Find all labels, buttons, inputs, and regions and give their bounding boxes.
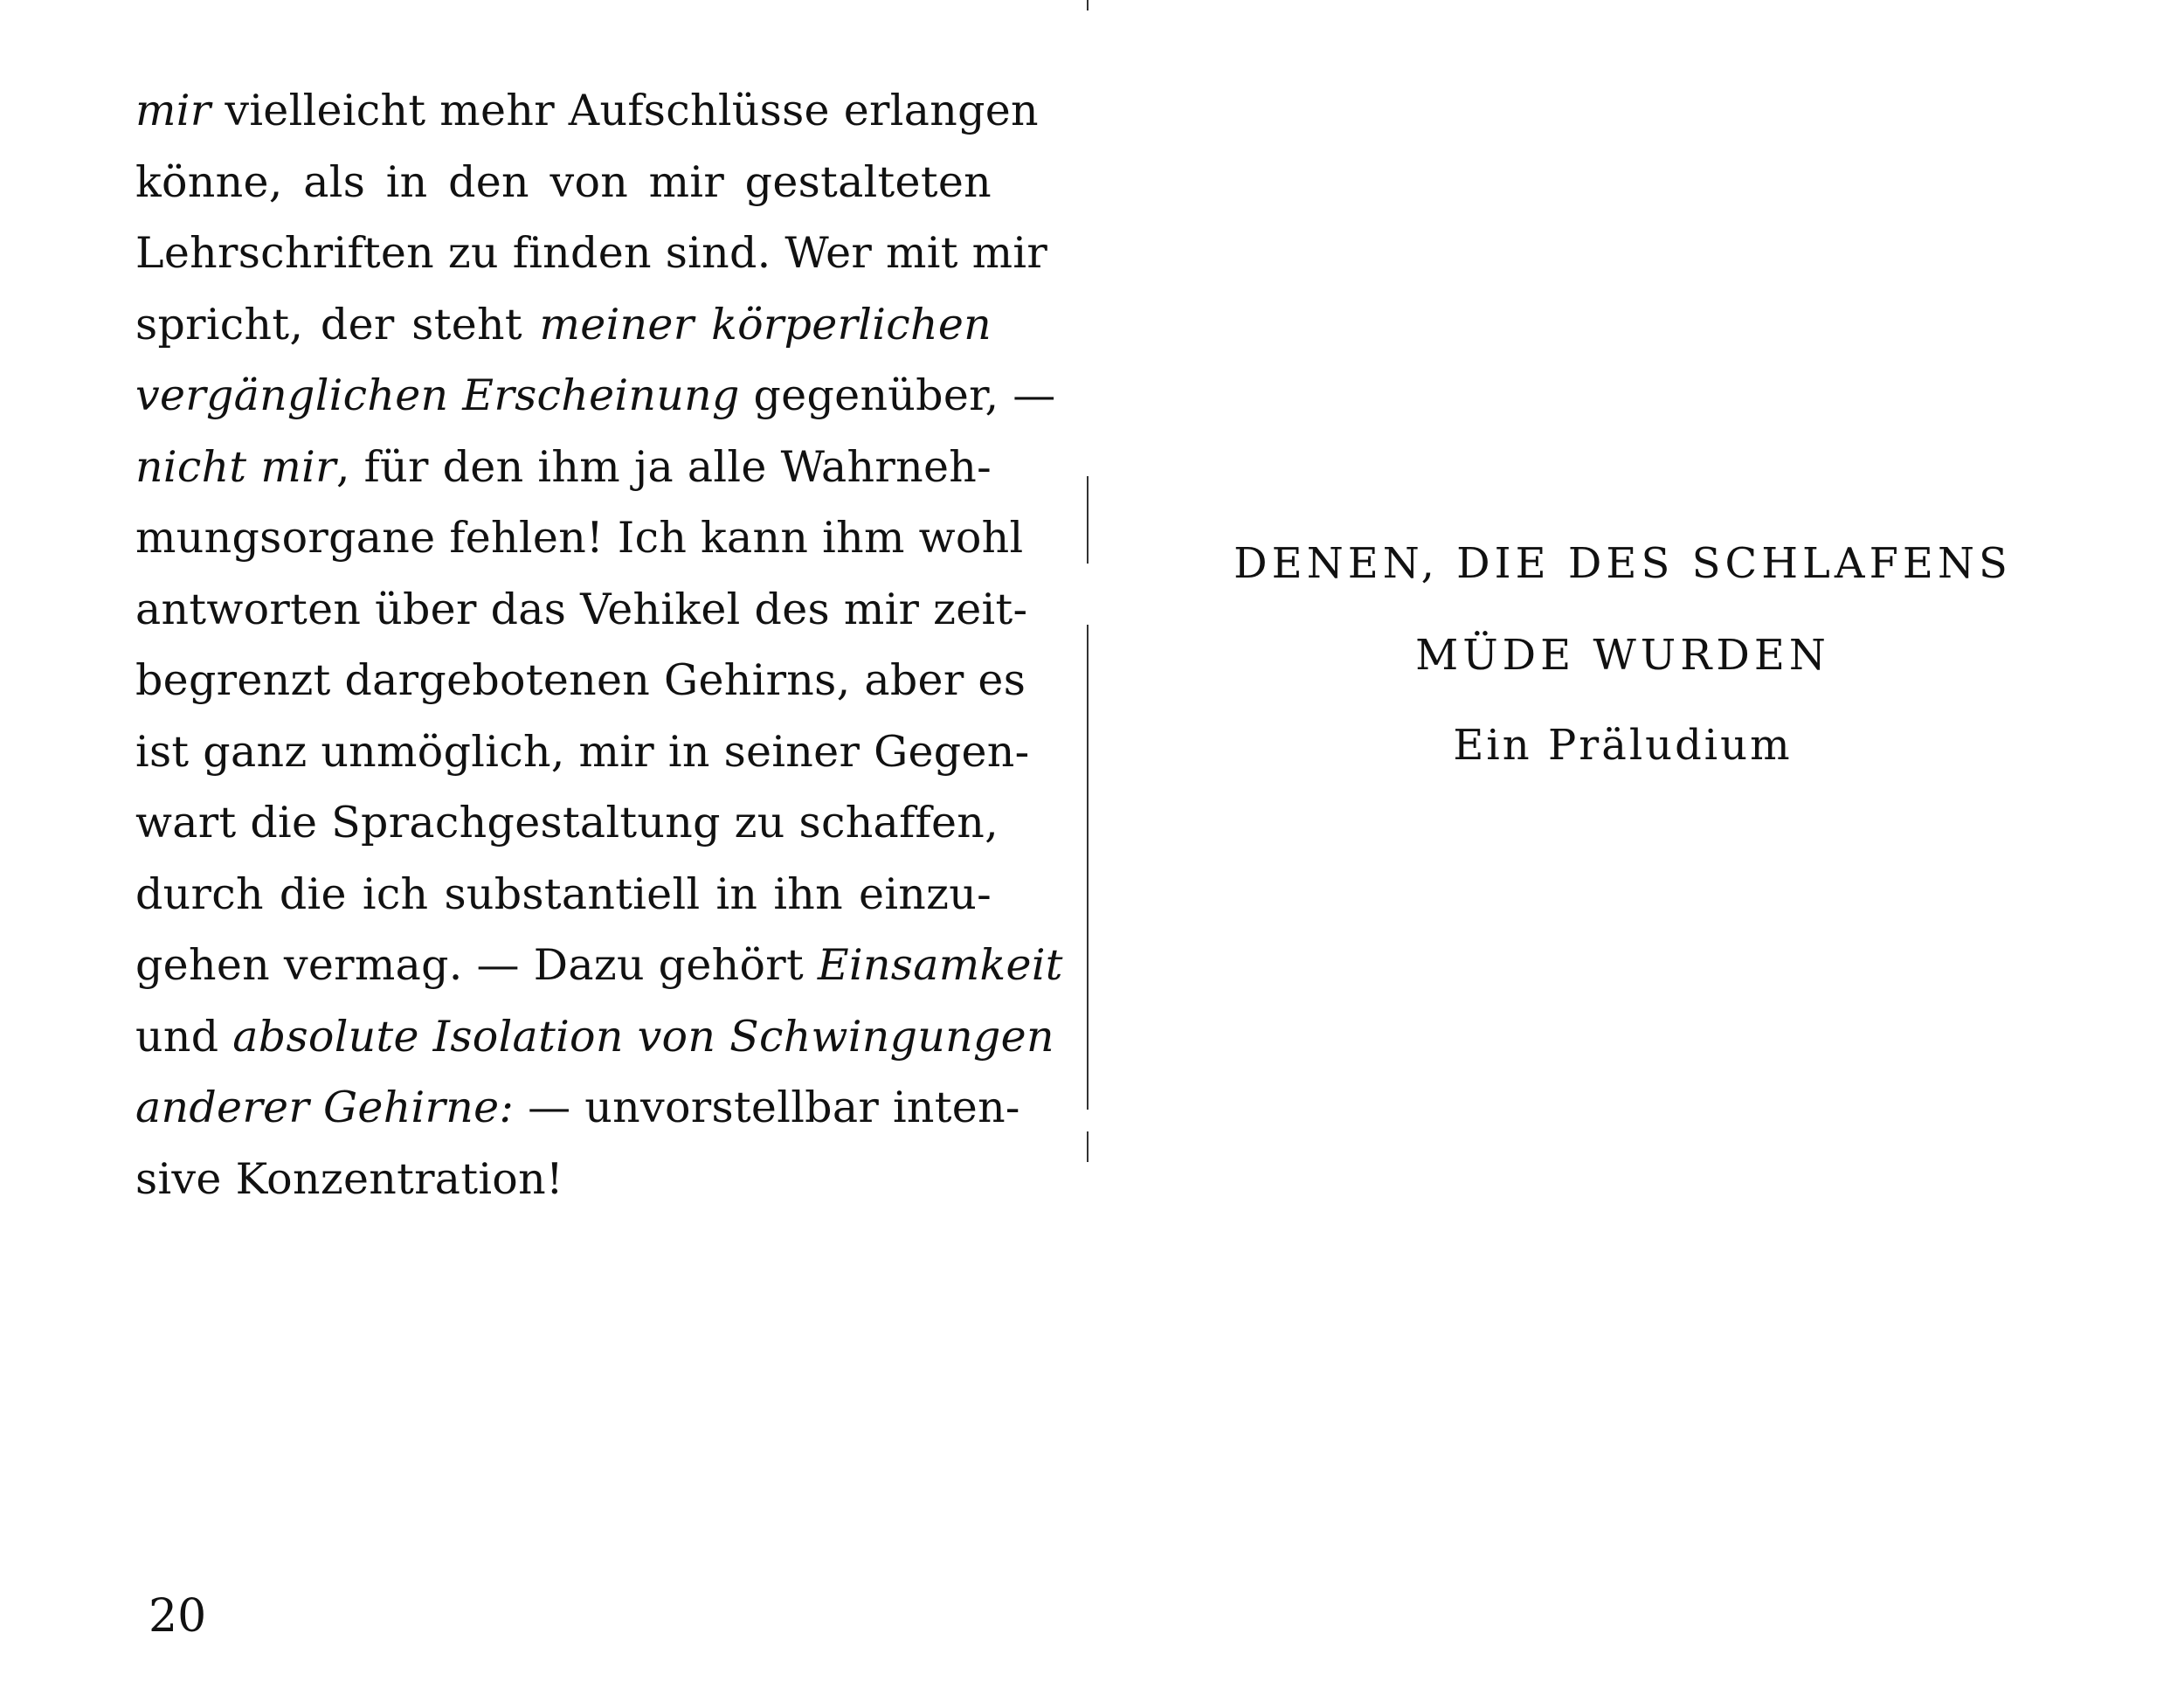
text-line <box>135 502 1024 574</box>
roman-text: wart die Sprachgestaltung zu schaffen, <box>135 798 999 848</box>
roman-text: durch die ich substantiell in ihn einzu- <box>135 868 992 919</box>
text-line <box>135 716 1030 788</box>
right-page <box>1096 0 2184 1695</box>
italic-text: Einsamkeit <box>817 940 1063 990</box>
text-line <box>135 1144 992 1215</box>
text-line <box>135 360 1056 432</box>
subtitle: Ein Präludium <box>1453 721 1793 770</box>
italic-text: nicht mir <box>135 441 336 492</box>
roman-text: Lehrschriften zu finden sind. Wer mit mir <box>135 228 1048 278</box>
text-line <box>135 1072 1020 1144</box>
roman-text: , für den ihm ja alle Wahrneh- <box>335 441 992 492</box>
text-line <box>135 859 992 931</box>
roman-text: könne, als in den von mir gestalteten <box>135 156 992 207</box>
text-line <box>135 930 1063 1001</box>
gutter-segment <box>1087 0 1089 10</box>
roman-text: — unvorstellbar inten- <box>514 1083 1020 1132</box>
text-line <box>135 218 1048 289</box>
roman-text: gegenüber, — <box>739 370 1056 420</box>
text-line <box>135 75 1039 147</box>
text-line <box>135 787 999 859</box>
gutter-line <box>1087 0 1090 1695</box>
text-line <box>135 147 992 218</box>
italic-text: absolute Isolation von Schwingungen <box>232 1011 1054 1062</box>
roman-text: und <box>135 1011 233 1062</box>
text-line <box>135 574 1028 646</box>
roman-text: spricht, der steht <box>135 299 540 349</box>
italic-text: meiner körperlichen <box>539 299 992 349</box>
dedication-line-1: DENEN, DIE DES SCHLAFENS <box>1234 539 2012 588</box>
roman-text: sive Konzentration! <box>135 1153 563 1204</box>
roman-text: mungsorgane fehlen! Ich kann ihm wohl <box>135 513 1024 563</box>
italic-text: mir <box>135 86 211 135</box>
dedication-heading <box>1079 518 2167 702</box>
text-line <box>135 289 992 361</box>
text-line <box>135 645 1026 716</box>
text-line <box>135 1001 1054 1073</box>
roman-text: ist ganz unmöglich, mir in seiner Gegen- <box>135 726 1030 777</box>
italic-text: vergänglichen Erscheinung <box>135 370 740 420</box>
left-page <box>0 0 1088 1695</box>
text-line <box>135 432 992 503</box>
roman-text: begrenzt dargebotenen Gehirns, aber es <box>135 655 1026 705</box>
roman-text: gehen vermag. — Dazu gehört <box>135 940 818 990</box>
page-number: 20 <box>149 1590 207 1643</box>
italic-text: anderer Gehirne: <box>135 1083 515 1132</box>
roman-text: antworten über das Vehikel des mir zeit- <box>135 584 1028 634</box>
roman-text: vielleicht mehr Aufschlüsse erlangen <box>211 86 1039 135</box>
dedication-line-2: MÜDE WURDEN <box>1415 631 1830 680</box>
body-text <box>135 75 1063 1214</box>
gutter-segment <box>1087 1131 1089 1162</box>
